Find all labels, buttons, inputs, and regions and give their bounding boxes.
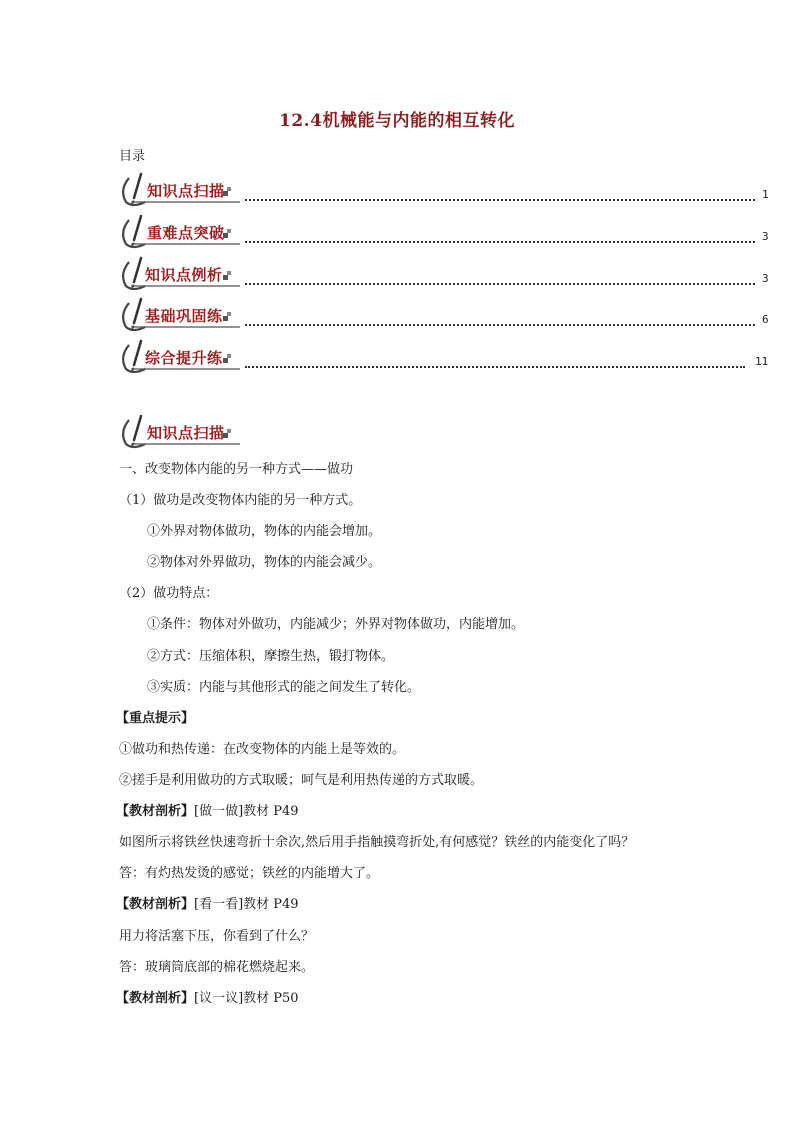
toc-entry-label: 重难点突破 (147, 224, 225, 242)
toc-entry[interactable] (117, 172, 772, 210)
textbook-analysis-heading (116, 893, 299, 912)
section-badge-label: 知识点扫描 (147, 424, 225, 442)
dot-leader (245, 360, 745, 368)
textbook-ref: [议一议]教材 P50 (194, 991, 299, 1006)
section-badge (117, 256, 242, 292)
section-badge (117, 414, 242, 450)
paragraph: ②搓手是利用做功的方式取暖；呵气是利用热传递的方式取暖。 (119, 773, 484, 788)
dot-leader (245, 193, 755, 201)
paragraph: ③实质：内能与其他形式的能之间发生了转化。 (147, 680, 421, 695)
textbook-analysis-heading (116, 987, 299, 1006)
toc-entry[interactable] (117, 297, 772, 335)
toc-page-number: 3 (762, 230, 769, 243)
dot-leader (245, 277, 755, 285)
question: 用力将活塞下压，你看到了什么？ (119, 929, 315, 944)
dot-leader (245, 318, 755, 326)
paragraph: ②方式：压缩体积，摩擦生热，锻打物体。 (147, 649, 395, 664)
textbook-ref: [做一做]教材 P49 (194, 804, 299, 819)
toc-page-number: 3 (762, 272, 769, 285)
paragraph: ①做功和热传递：在改变物体的内能上是等效的。 (119, 742, 406, 757)
toc-page-number: 6 (762, 313, 769, 326)
section-badge (117, 172, 242, 208)
toc-heading: 目录 (119, 149, 146, 164)
answer: 答：有灼热发烫的感觉；铁丝的内能增大了。 (119, 866, 380, 881)
toc-page-number: 11 (755, 355, 769, 368)
toc-entry-label: 综合提升练 (145, 349, 223, 367)
textbook-analysis-heading (116, 800, 299, 819)
tip-heading: 【重点提示】 (116, 711, 195, 726)
section-badge (117, 214, 242, 250)
toc-entry-label: 知识点扫描 (147, 182, 225, 200)
paragraph: （2）做功特点： (119, 586, 219, 601)
dot-leader (245, 235, 755, 243)
paragraph: ①外界对物体做功，物体的内能会增加。 (147, 524, 382, 539)
document-title: 12.4机械能与内能的相互转化 (279, 111, 515, 131)
toc-entry[interactable] (117, 214, 772, 252)
answer: 答：玻璃筒底部的棉花燃烧起来。 (119, 960, 315, 975)
toc-entry-label: 基础巩固练 (145, 307, 223, 325)
question: 如图所示将铁丝快速弯折十余次,然后用手指触摸弯折处,有何感觉？铁丝的内能变化了吗？ (119, 835, 635, 850)
paragraph: ①条件：物体对外做功，内能减少；外界对物体做功，内能增加。 (147, 617, 525, 632)
section-header (117, 414, 257, 452)
textbook-tag: 【教材剖析】 (116, 991, 195, 1006)
textbook-ref: [看一看]教材 P49 (194, 897, 299, 912)
section-badge (117, 339, 242, 375)
toc-entry[interactable] (117, 256, 772, 294)
heading-1: 一、改变物体内能的另一种方式——做功 (119, 462, 354, 477)
textbook-tag: 【教材剖析】 (116, 804, 195, 819)
toc-page-number: 1 (762, 188, 769, 201)
paragraph: （1）做功是改变物体内能的另一种方式。 (119, 493, 362, 508)
textbook-tag: 【教材剖析】 (116, 897, 195, 912)
toc-entry-label: 知识点例析 (145, 266, 223, 284)
paragraph: ②物体对外界做功，物体的内能会减少。 (147, 555, 382, 570)
toc-entry[interactable] (117, 339, 772, 377)
section-badge (117, 297, 242, 333)
